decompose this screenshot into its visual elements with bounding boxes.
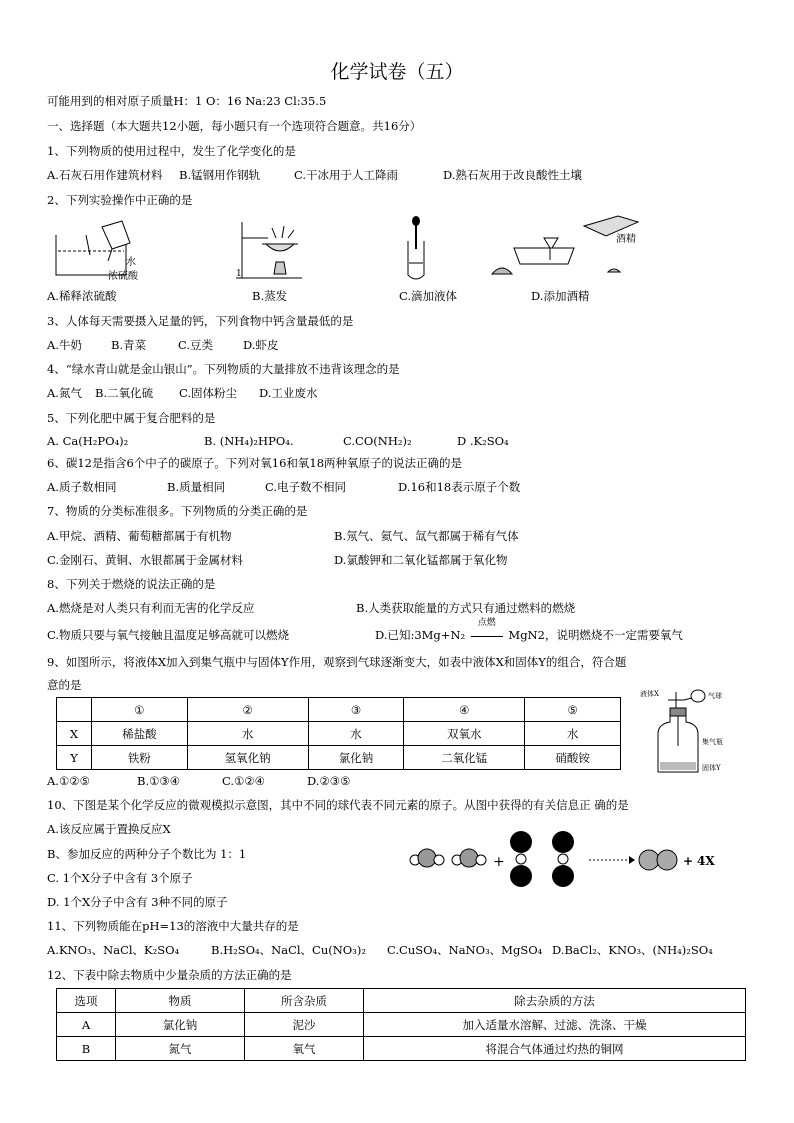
q11-options (47, 942, 713, 958)
molecule-reactant-3 (510, 831, 532, 887)
q9-option-c: C.①②④ (222, 774, 265, 788)
q3-option-d: D.虾皮 (243, 338, 279, 352)
q6-stem: 6、碳12是指含6个中子的碳原子。下列对氧16和氧18两种氧原子的说法正确的是 (47, 456, 463, 470)
q1-stem: 1、下列物质的使用过程中，发生了化学变化的是 (47, 144, 296, 158)
q9-header-2: ② (187, 698, 308, 722)
q12-header-option: 选项 (57, 989, 116, 1013)
q3-option-b: B.青菜 (111, 338, 147, 352)
page-title: 化学试卷（五） (330, 61, 464, 83)
q11-stem: 11、下列物质能在pH=13的溶液中大量共存的是 (47, 919, 299, 933)
q1-option-d: D.熟石灰用于改良酸性土壤 (443, 168, 582, 182)
q8-d-equation: D.已知:3Mg+N₂ (375, 628, 466, 642)
q10-option-b: B、参加反应的两种分子个数比为 1：1 (47, 847, 247, 861)
reaction-arrow-icon (471, 636, 503, 637)
q9-header-5: ⑤ (525, 698, 621, 722)
product-4x: 4X (697, 854, 715, 868)
add-alcohol-figure (488, 212, 648, 282)
q8-option-c: C.物质只要与氧气接触且温度足够高就可以燃烧 (47, 628, 290, 642)
q6-option-b: B.质量相同 (167, 480, 226, 494)
q6-option-d: D.16和18表示原子个数 (398, 480, 521, 494)
q9-header-4: ④ (404, 698, 525, 722)
q10-option-d: D. 1个X分子中含有 3种不同的原子 (47, 895, 228, 909)
evaporation-figure (232, 218, 322, 283)
q6-option-a: A.质子数相同 (47, 480, 117, 494)
q5-options (47, 433, 509, 449)
q5-stem: 5、下列化肥中属于复合肥料的是 (47, 411, 216, 425)
q5-option-a: A. Ca(H₂PO₄)₂ (47, 434, 129, 448)
section-heading: 一、选择题（本大题共12小题，每小题只有一个选项符合题意。共16分） (47, 119, 422, 133)
q8-stem: 8、下列关于燃烧的说法正确的是 (47, 577, 216, 591)
fig-label-balloon: 气球 (708, 692, 722, 700)
q12-table (56, 988, 746, 1061)
q9-y-1: 铁粉 (92, 746, 188, 770)
atomic-masses: 可能用到的相对原子质量H：1 O：16 Na:23 Cl:35.5 (47, 94, 327, 108)
q10-option-a: A.该反应属于置换反应X (47, 822, 171, 836)
dropper-figure (398, 215, 434, 283)
label-acid: 浓硫酸 (108, 271, 138, 282)
q7-options-row1 (47, 528, 519, 544)
q12-b-option: B (57, 1037, 116, 1061)
q12-header-impurity: 所含杂质 (245, 989, 364, 1013)
gas-bottle-figure (640, 686, 740, 782)
q12-header-substance: 物质 (116, 989, 245, 1013)
q12-a-impurity: 泥沙 (245, 1013, 364, 1037)
q9-header-0 (57, 698, 92, 722)
q8-condition: 点燃 (477, 618, 496, 628)
q9-option-d: D.②③⑤ (307, 774, 351, 788)
molecule-reactant-4 (552, 831, 574, 887)
q8-option-b: B.人类获取能量的方式只有通过燃料的燃烧 (356, 601, 576, 615)
q11-option-d: D.BaCl₂、KNO₃、(NH₄)₂SO₄ (552, 943, 713, 957)
fig-label-bottle: 集气瓶 (702, 738, 723, 746)
q3-stem: 3、人体每天需要摄入足量的钙，下列食物中钙含量最低的是 (47, 314, 354, 328)
q2-option-b: B.蒸发 (252, 289, 288, 303)
q11-option-c: C.CuSO₄、NaNO₃、MgSO₄ (387, 943, 543, 957)
table-row (57, 1013, 746, 1037)
q4-option-d: D.工业废水 (259, 386, 318, 400)
q8-options-row1 (47, 600, 575, 616)
q12-stem: 12、下表中除去物质中少量杂质的方法正确的是 (47, 968, 292, 982)
q9-options (47, 773, 350, 789)
q7-options-row2 (47, 552, 507, 568)
q2-option-c: C.滴加液体 (399, 289, 458, 303)
q7-option-c: C.金刚石、黄铜、水银都属于金属材料 (47, 553, 244, 567)
q8-option-d (375, 618, 683, 643)
q9-option-b: B.①③④ (137, 774, 181, 788)
q9-y-2: 氢氧化钠 (187, 746, 308, 770)
q6-options (47, 479, 520, 495)
q2-stem: 2、下列实验操作中正确的是 (47, 193, 193, 207)
fig-label-liquid: 液体X (640, 690, 659, 698)
q9-stem-line1: 9、如图所示，将液体X加入到集气瓶中与固体Y作用，观察到气球逐渐变大，如表中液体X和固体Y的组合，符合题 (47, 655, 627, 669)
q6-option-c: C.电子数不相同 (265, 480, 347, 494)
q8-d-conclusion: MgN2，说明燃烧不一定需要氧气 (508, 628, 683, 642)
q9-x-2: 水 (187, 722, 308, 746)
q2-options (47, 288, 589, 304)
q9-y-3: 氯化钠 (308, 746, 404, 770)
table-row (57, 1037, 746, 1061)
q11-option-b: B.H₂SO₄、NaCl、Cu(NO₃)₂ (211, 943, 366, 957)
q12-header-method: 除去杂质的方法 (364, 989, 746, 1013)
q3-options (47, 337, 278, 353)
arrow-head-icon (629, 856, 635, 864)
q4-option-c: C.固体粉尘 (179, 386, 238, 400)
q10-stem: 10、下图是某个化学反应的微观模拟示意图，其中不同的球代表不同元素的原子。从图中获得的有关信息正 确的是 (47, 798, 629, 812)
q3-option-a: A.牛奶 (47, 338, 82, 352)
q9-option-a: A.①②⑤ (47, 774, 90, 788)
molecule-reactant-1 (410, 849, 444, 867)
q4-stem: 4、“绿水青山就是金山银山”。下列物质的大量排放不违背该理念的是 (47, 362, 400, 376)
q2-option-a: A.稀释浓硫酸 (47, 289, 117, 303)
label-water: 水 (126, 257, 136, 268)
q8-options-row2 (47, 618, 683, 643)
q3-option-c: C.豆类 (178, 338, 214, 352)
molecule-product (639, 850, 677, 870)
q12-a-method: 加入适量水溶解、过滤、洗涤、干燥 (364, 1013, 746, 1037)
q8-option-a: A.燃烧是对人类只有利而无害的化学反应 (47, 601, 255, 615)
label-alcohol: 酒精 (616, 234, 636, 245)
q1-option-b: B.锰钢用作钢轨 (179, 168, 261, 182)
svg-text:1: 1 (236, 269, 242, 279)
q9-y-5: 硝酸铵 (525, 746, 621, 770)
plus-sign-1: + (493, 854, 505, 870)
q9-y-label: Y (57, 746, 92, 770)
q7-option-d: D.氯酸钾和二氧化锰都属于氧化物 (334, 553, 508, 567)
q4-option-b: B.二氧化硫 (95, 386, 154, 400)
q5-option-b: B. (NH₄)₂HPO₄. (204, 434, 294, 448)
q9-x-3: 水 (308, 722, 404, 746)
q5-option-c: C.CO(NH₂)₂ (343, 434, 412, 448)
q1-options (47, 167, 582, 183)
q9-header-1: ① (92, 698, 188, 722)
q12-a-substance: 氯化钠 (116, 1013, 245, 1037)
fig-label-solid: 固体Y (702, 764, 721, 772)
q5-option-d: D .K₂SO₄ (457, 434, 509, 448)
q10-option-c: C. 1个X分子中含有 3个原子 (47, 871, 193, 885)
q9-y-4: 二氧化锰 (404, 746, 525, 770)
reaction-diagram (405, 828, 735, 900)
q7-option-a: A.甲烷、酒精、葡萄糖都属于有机物 (47, 529, 232, 543)
q4-options (47, 385, 317, 401)
q7-option-b: B.氖气、氦气、氙气都属于稀有气体 (334, 529, 519, 543)
q2-option-d: D.添加酒精 (531, 289, 590, 303)
plus-sign-2: + (683, 854, 694, 868)
molecule-reactant-2 (452, 849, 486, 867)
q9-stem-line2: 意的是 (47, 678, 82, 692)
q1-option-a: A.石灰石用作建筑材料 (47, 168, 163, 182)
q12-b-impurity: 氧气 (245, 1037, 364, 1061)
dilute-acid-figure (50, 215, 160, 283)
q12-b-method: 将混合气体通过灼热的铜网 (364, 1037, 746, 1061)
q1-option-c: C.干冰用于人工降雨 (294, 168, 399, 182)
q4-option-a: A.氮气 (47, 386, 82, 400)
q9-header-3: ③ (308, 698, 404, 722)
q12-a-option: A (57, 1013, 116, 1037)
q9-x-4: 双氧水 (404, 722, 525, 746)
q9-x-1: 稀盐酸 (92, 722, 188, 746)
q11-option-a: A.KNO₃、NaCl、K₂SO₄ (47, 943, 180, 957)
q9-x-5: 水 (525, 722, 621, 746)
q12-b-substance: 氮气 (116, 1037, 245, 1061)
q9-x-label: X (57, 722, 92, 746)
q9-table (56, 697, 621, 770)
q7-stem: 7、物质的分类标准很多。下列物质的分类正确的是 (47, 504, 308, 518)
